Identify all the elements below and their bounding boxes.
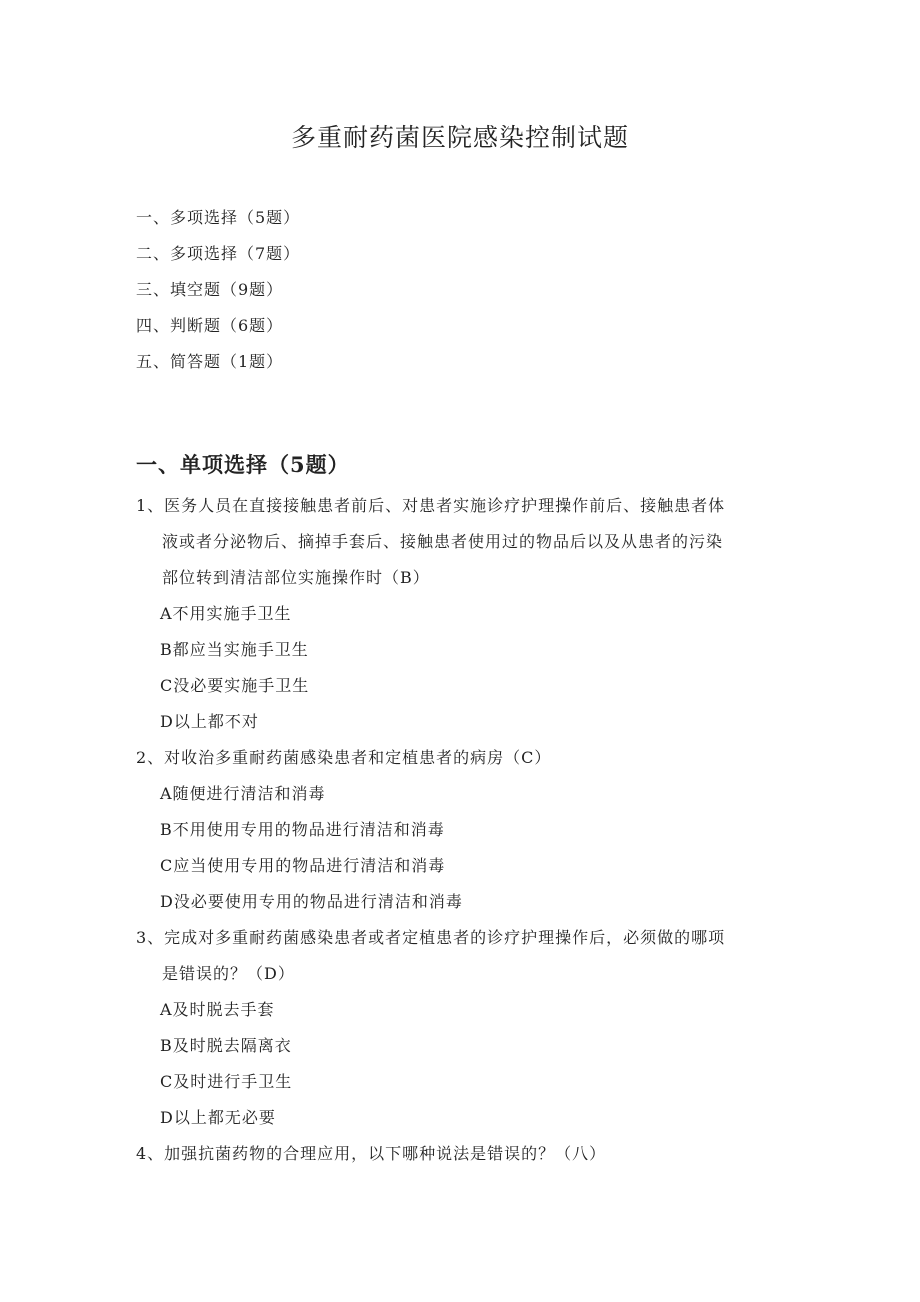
question-text: 部位转到清洁部位实施操作时（B） [162,568,430,587]
section-heading: 一、单项选择（5题） [136,452,350,477]
question-text: 4、加强抗菌药物的合理应用，以下哪种说法是错误的？（八） [136,1144,607,1163]
option-a: A随便进行清洁和消毒 [160,784,326,803]
toc-item: 三、填空题（9题） [136,280,284,299]
option-a: A及时脱去手套 [160,1000,275,1019]
option-a: A不用实施手卫生 [160,604,292,623]
question-1 [136,488,786,740]
question-text: 是错误的？（D） [162,964,295,983]
question-text: 1、医务人员在直接接触患者前后、对患者实施诊疗护理操作前后、接触患者体 [136,496,726,515]
question-text: 3、完成对多重耐药菌感染患者或者定植患者的诊疗护理操作后，必须做的哪项 [136,928,726,947]
page-title: 多重耐药菌医院感染控制试题 [290,123,629,152]
toc-item: 一、多项选择（5题） [136,208,301,227]
option-b: B不用使用专用的物品进行清洁和消毒 [160,820,445,839]
option-d: D以上都不对 [160,712,259,731]
toc-item: 四、判断题（6题） [136,316,284,335]
option-b: B及时脱去隔离衣 [160,1036,292,1055]
toc-item: 二、多项选择（7题） [136,244,301,263]
option-b: B都应当实施手卫生 [160,640,309,659]
option-c: C及时进行手卫生 [160,1072,293,1091]
question-2 [136,740,786,920]
table-of-contents [136,206,300,386]
option-d: D没必要使用专用的物品进行清洁和消毒 [160,892,463,911]
question-text: 2、对收治多重耐药菌感染患者和定植患者的病房（C） [136,748,552,767]
question-text: 液或者分泌物后、摘掉手套后、接触患者使用过的物品后以及从患者的污染 [162,532,724,551]
question-list [136,488,786,1172]
toc-item: 五、简答题（1题） [136,352,284,371]
option-d: D以上都无必要 [160,1108,276,1127]
option-c: C应当使用专用的物品进行清洁和消毒 [160,856,446,875]
question-3 [136,920,786,1136]
option-c: C没必要实施手卫生 [160,676,310,695]
question-4 [136,1136,786,1172]
